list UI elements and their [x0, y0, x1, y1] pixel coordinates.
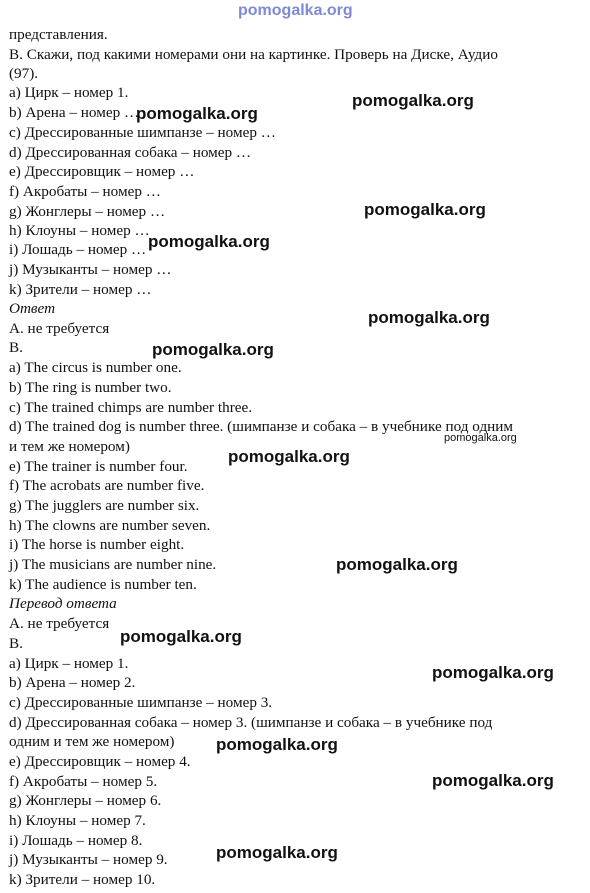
watermark: pomogalka.org	[152, 340, 274, 359]
text-line: a) The circus is number one.	[9, 359, 182, 376]
text-line: h) Клоуны – номер 7.	[9, 812, 146, 829]
watermark: pomogalka.org	[368, 308, 490, 327]
text-line: i) Лошадь – номер 8.	[9, 832, 143, 849]
text-line: c) The trained chimps are number three.	[9, 399, 253, 416]
text-line: e) Дрессировщик – номер …	[9, 163, 195, 180]
text-line: f) Акробаты – номер 5.	[9, 773, 158, 790]
text-line: j) Музыканты – номер …	[9, 261, 172, 278]
watermark-small: pomogalka.org	[444, 432, 517, 444]
text-line: k) Зрители – номер 10.	[9, 871, 156, 888]
watermark-top: pomogalka.org	[238, 2, 353, 19]
section-heading-answer: Ответ	[9, 300, 56, 317]
text-line: d) The trained dog is number three. (шимпанзе и собака – в учебнике под одним	[9, 418, 514, 435]
text-line: d) Дрессированная собака – номер …	[9, 144, 252, 161]
watermark: pomogalka.org	[148, 232, 270, 251]
text-line: B. Скажи, под какими номерами они на картинке. Проверь на Диске, Аудио	[9, 46, 498, 63]
text-line: A. не требуется	[9, 615, 110, 632]
text-line: b) Арена – номер 2.	[9, 674, 136, 691]
text-line: k) Зрители – номер …	[9, 281, 152, 298]
text-line: e) Дрессировщик – номер 4.	[9, 753, 191, 770]
text-line: g) The jugglers are number six.	[9, 497, 200, 514]
watermark: pomogalka.org	[136, 104, 258, 123]
text-line: e) The trainer is number four.	[9, 458, 188, 475]
watermark: pomogalka.org	[216, 735, 338, 754]
text-line: одним и тем же номером)	[9, 733, 175, 750]
text-line: b) The ring is number two.	[9, 379, 172, 396]
text-line: g) Жонглеры – номер …	[9, 203, 166, 220]
text-line: a) Цирк – номер 1.	[9, 655, 129, 672]
watermark: pomogalka.org	[352, 91, 474, 110]
watermark: pomogalka.org	[432, 663, 554, 682]
text-line: g) Жонглеры – номер 6.	[9, 792, 162, 809]
watermark: pomogalka.org	[120, 627, 242, 646]
text-line: f) The acrobats are number five.	[9, 477, 205, 494]
text-line: A. не требуется	[9, 320, 110, 337]
text-line: B.	[9, 339, 23, 356]
watermark: pomogalka.org	[228, 447, 350, 466]
text-line: b) Арена – номер …	[9, 104, 140, 121]
watermark: pomogalka.org	[216, 843, 338, 862]
text-line: j) The musicians are number nine.	[9, 556, 217, 573]
text-line: и тем же номером)	[9, 438, 130, 455]
text-line: представления.	[9, 26, 108, 43]
text-line: j) Музыканты – номер 9.	[9, 851, 168, 868]
section-heading-translation: Перевод ответа	[9, 595, 117, 612]
text-line: B.	[9, 635, 23, 652]
text-line: h) Клоуны – номер …	[9, 222, 150, 239]
text-line: i) Лошадь – номер …	[9, 241, 147, 258]
text-line: k) The audience is number ten.	[9, 576, 197, 593]
text-line: c) Дрессированные шимпанзе – номер 3.	[9, 694, 273, 711]
watermark: pomogalka.org	[336, 555, 458, 574]
text-line: f) Акробаты – номер …	[9, 183, 161, 200]
text-line: i) The horse is number eight.	[9, 536, 185, 553]
text-line: (97).	[9, 65, 39, 82]
watermark: pomogalka.org	[432, 771, 554, 790]
watermark: pomogalka.org	[364, 200, 486, 219]
text-line: d) Дрессированная собака – номер 3. (шимпанзе и собака – в учебнике под	[9, 714, 493, 731]
text-line: h) The clowns are number seven.	[9, 517, 211, 534]
text-line: c) Дрессированные шимпанзе – номер …	[9, 124, 276, 141]
text-line: a) Цирк – номер 1.	[9, 84, 129, 101]
